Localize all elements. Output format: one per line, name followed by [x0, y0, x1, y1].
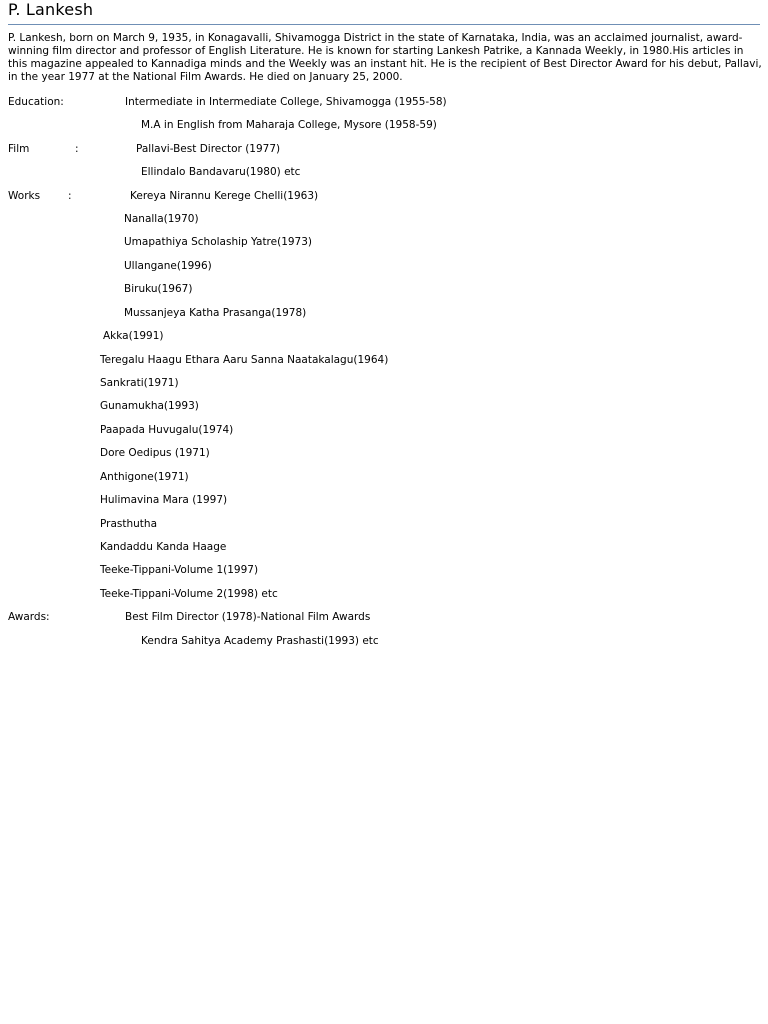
- title-divider: [8, 24, 760, 25]
- works-item: Nanalla(1970): [124, 213, 199, 225]
- intro-paragraph: P. Lankesh, born on March 9, 1935, in Konagavalli, Shivamogga District in the state of Karnataka, India, was an acclaimed journalist, award-winning film director and professor of English Literature. He is known for starting Lankesh Patrike, a Kannada Weekly, in 1980.His articles in this magazine appealed to Kannadiga minds and the Weekly was an instant hit. He is the recipient of Best Director Award for his debut, Pallavi, in the year 1977 at the National Film Awards. He died on January 25, 2000.: [8, 32, 762, 83]
- works-label: Works: [8, 190, 41, 202]
- film-item: Ellindalo Bandavaru(1980) etc: [141, 166, 301, 178]
- works-item: Sankrati(1971): [100, 377, 179, 389]
- education-item: Intermediate in Intermediate College, Shivamogga (1955-58): [125, 96, 447, 108]
- works-item: Teregalu Haagu Ethara Aaru Sanna Naatakalagu(1964): [100, 354, 389, 366]
- works-item: Anthigone(1971): [100, 471, 189, 483]
- awards-item: Kendra Sahitya Academy Prashasti(1993) etc: [141, 635, 379, 647]
- works-item: Ullangane(1996): [124, 260, 212, 272]
- works-item: Teeke-Tippani-Volume 2(1998) etc: [100, 588, 278, 600]
- film-item: Pallavi-Best Director (1977): [136, 143, 281, 155]
- works-item: Biruku(1967): [124, 283, 193, 295]
- film-label: Film: [8, 143, 30, 155]
- works-item: Kereya Nirannu Kerege Chelli(1963): [130, 190, 319, 202]
- works-colon: :: [68, 190, 72, 202]
- awards-label: Awards:: [8, 611, 50, 623]
- works-item: Akka(1991): [103, 330, 164, 342]
- works-item: Teeke-Tippani-Volume 1(1997): [100, 564, 259, 576]
- works-item: Dore Oedipus (1971): [100, 447, 210, 459]
- works-item: Kandaddu Kanda Haage: [100, 541, 227, 553]
- education-label: Education:: [8, 96, 64, 108]
- works-item: Mussanjeya Katha Prasanga(1978): [124, 307, 307, 319]
- works-item: Hulimavina Mara (1997): [100, 494, 228, 506]
- film-colon: :: [75, 143, 79, 155]
- works-item: Umapathiya Scholaship Yatre(1973): [124, 236, 313, 248]
- awards-item: Best Film Director (1978)-National Film Awards: [125, 611, 371, 623]
- works-item: Prasthutha: [100, 518, 158, 530]
- page-title: P. Lankesh: [8, 0, 94, 19]
- works-item: Gunamukha(1993): [100, 400, 199, 412]
- education-item: M.A in English from Maharaja College, Mysore (1958-59): [141, 119, 437, 131]
- works-item: Paapada Huvugalu(1974): [100, 424, 234, 436]
